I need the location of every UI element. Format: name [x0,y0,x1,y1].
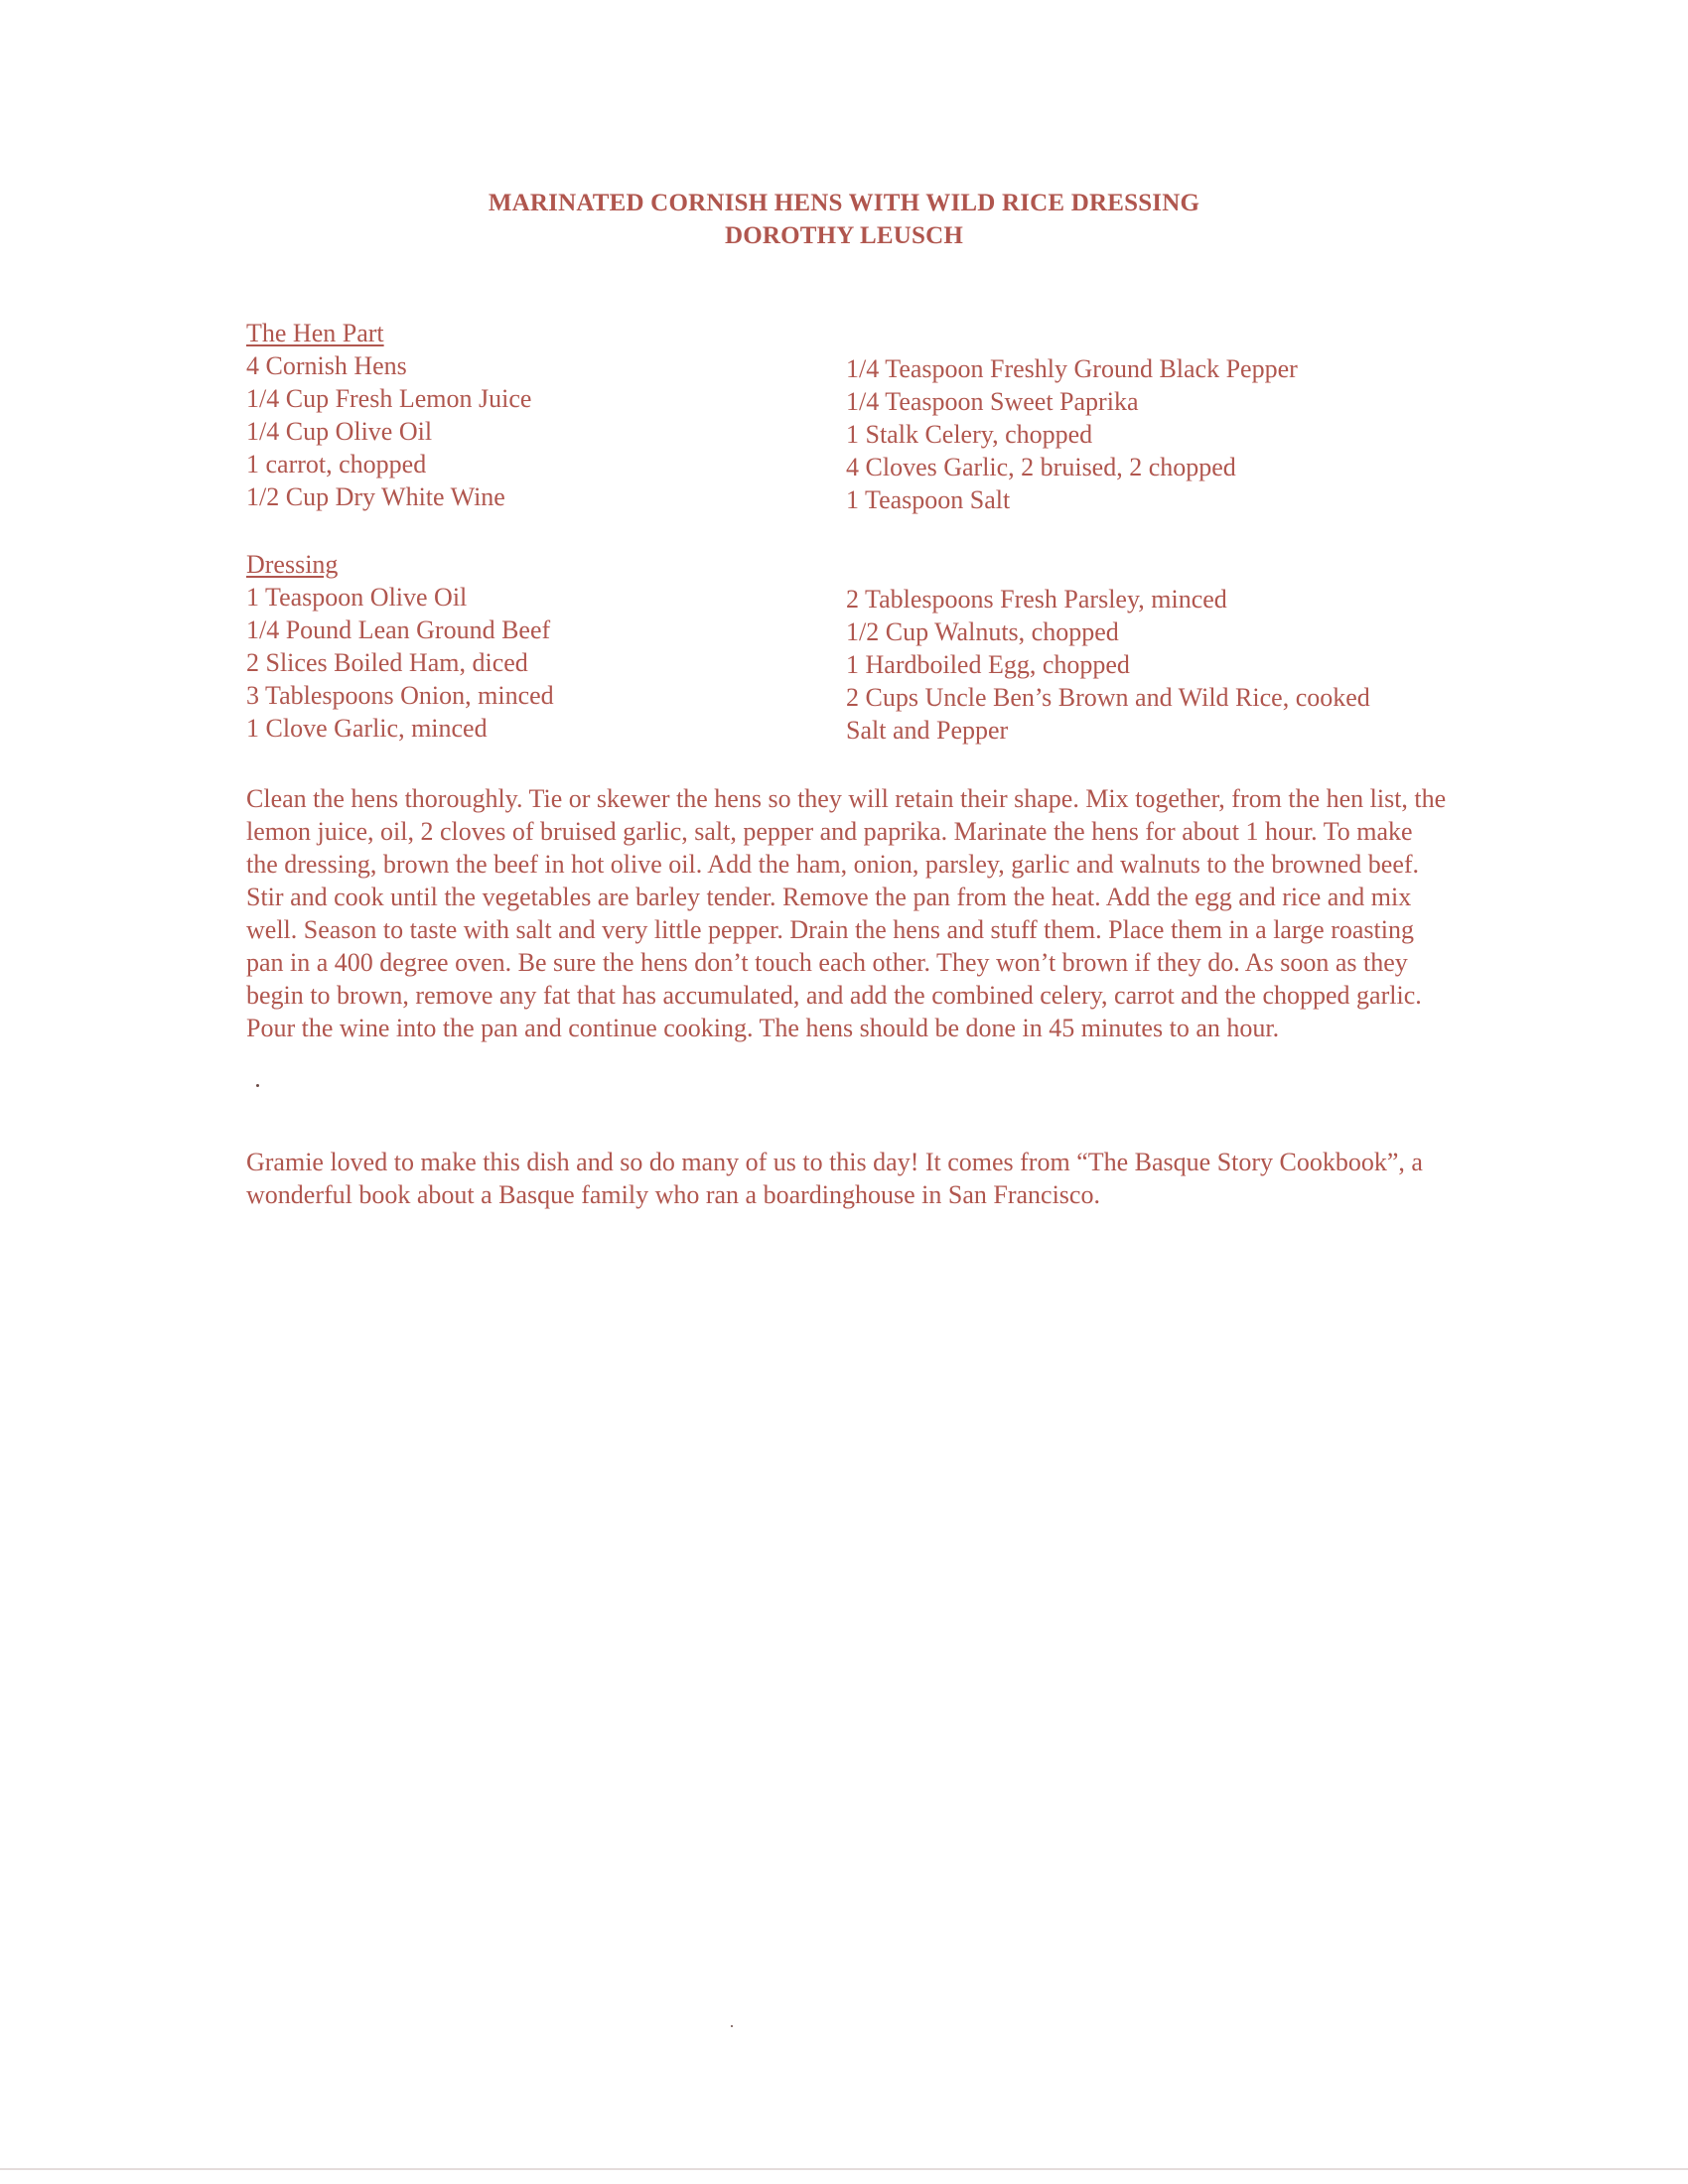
dressing-ingredients-right [846,583,1370,747]
ingredient-item: 4 Cornish Hens [246,351,407,380]
ingredient-item: 1/4 Pound Lean Ground Beef [246,615,551,644]
ingredient-item: Salt and Pepper [846,716,1009,745]
ingredient-item: 1 carrot, chopped [246,450,427,478]
ingredient-item: 1/4 Cup Olive Oil [246,417,433,446]
recipe-note: Gramie loved to make this dish and so do many of us to this day! It comes from “The Basque Story Cookbook”, a wonderful book about a Basque family who ran a boardinghouse in San Francisco. [246,1148,1423,1209]
scan-edge-line [0,2168,1688,2170]
dressing-ingredients-left [246,581,554,745]
recipe-title: MARINATED CORNISH HENS WITH WILD RICE DRESSING [488,190,1200,216]
ingredient-item: 3 Tablespoons Onion, minced [246,681,554,710]
ingredient-item: 1 Hardboiled Egg, chopped [846,650,1130,679]
recipe-instructions: Clean the hens thoroughly. Tie or skewer the hens so they will retain their shape. Mix together, from the hen list, the lemon juice, oil, 2 cloves of bruised garlic, salt, pepper and paprika. Marinate the hens for about 1 hour. To make the dressing, brown the beef in hot olive oil. Add the ham, onion, parsley, garlic and walnuts to the browned beef. Stir and cook until the vegetables are barley tender. Remove the pan from the heat. Add the egg and rice and mix well. Season to taste with salt and very little pepper. Drain the hens and stuff them. Place them in a large roasting pan in a 400 degree oven. Be sure the hens don’t touch each other. They won’t brown if they do. As soon as they begin to brown, remove any fat that has accumulated, and add the combined celery, carrot and the chopped garlic. Pour the wine into the pan and continue cooking. The hens should be done in 45 minutes to an hour. [246,784,1447,1042]
hen-part-heading: The Hen Part [246,319,384,347]
title-block [0,187,1688,252]
hen-part-ingredients-right [846,352,1298,516]
scan-speck [256,1084,259,1087]
ingredient-item: 1 Teaspoon Salt [846,485,1011,514]
ingredient-item: 1/4 Teaspoon Sweet Paprika [846,387,1139,416]
ingredient-item: 1/4 Teaspoon Freshly Ground Black Pepper [846,354,1298,383]
ingredient-item: 4 Cloves Garlic, 2 bruised, 2 chopped [846,453,1236,481]
ingredient-item: 1/4 Cup Fresh Lemon Juice [246,384,532,413]
ingredient-item: 2 Slices Boiled Ham, diced [246,648,528,677]
recipe-author: DOROTHY LEUSCH [724,222,964,249]
ingredient-item: 1 Clove Garlic, minced [246,714,488,743]
ingredient-item: 1 Teaspoon Olive Oil [246,583,468,612]
ingredient-item: 1/2 Cup Walnuts, chopped [846,617,1119,646]
ingredient-item: 1/2 Cup Dry White Wine [246,482,505,511]
hen-part-ingredients-left [246,349,531,513]
ingredient-item: 1 Stalk Celery, chopped [846,420,1093,449]
ingredient-item: 2 Cups Uncle Ben’s Brown and Wild Rice, cooked [846,683,1370,712]
scan-speck [731,2025,733,2027]
dressing-heading: Dressing [246,550,339,579]
ingredient-item: 2 Tablespoons Fresh Parsley, minced [846,585,1227,614]
